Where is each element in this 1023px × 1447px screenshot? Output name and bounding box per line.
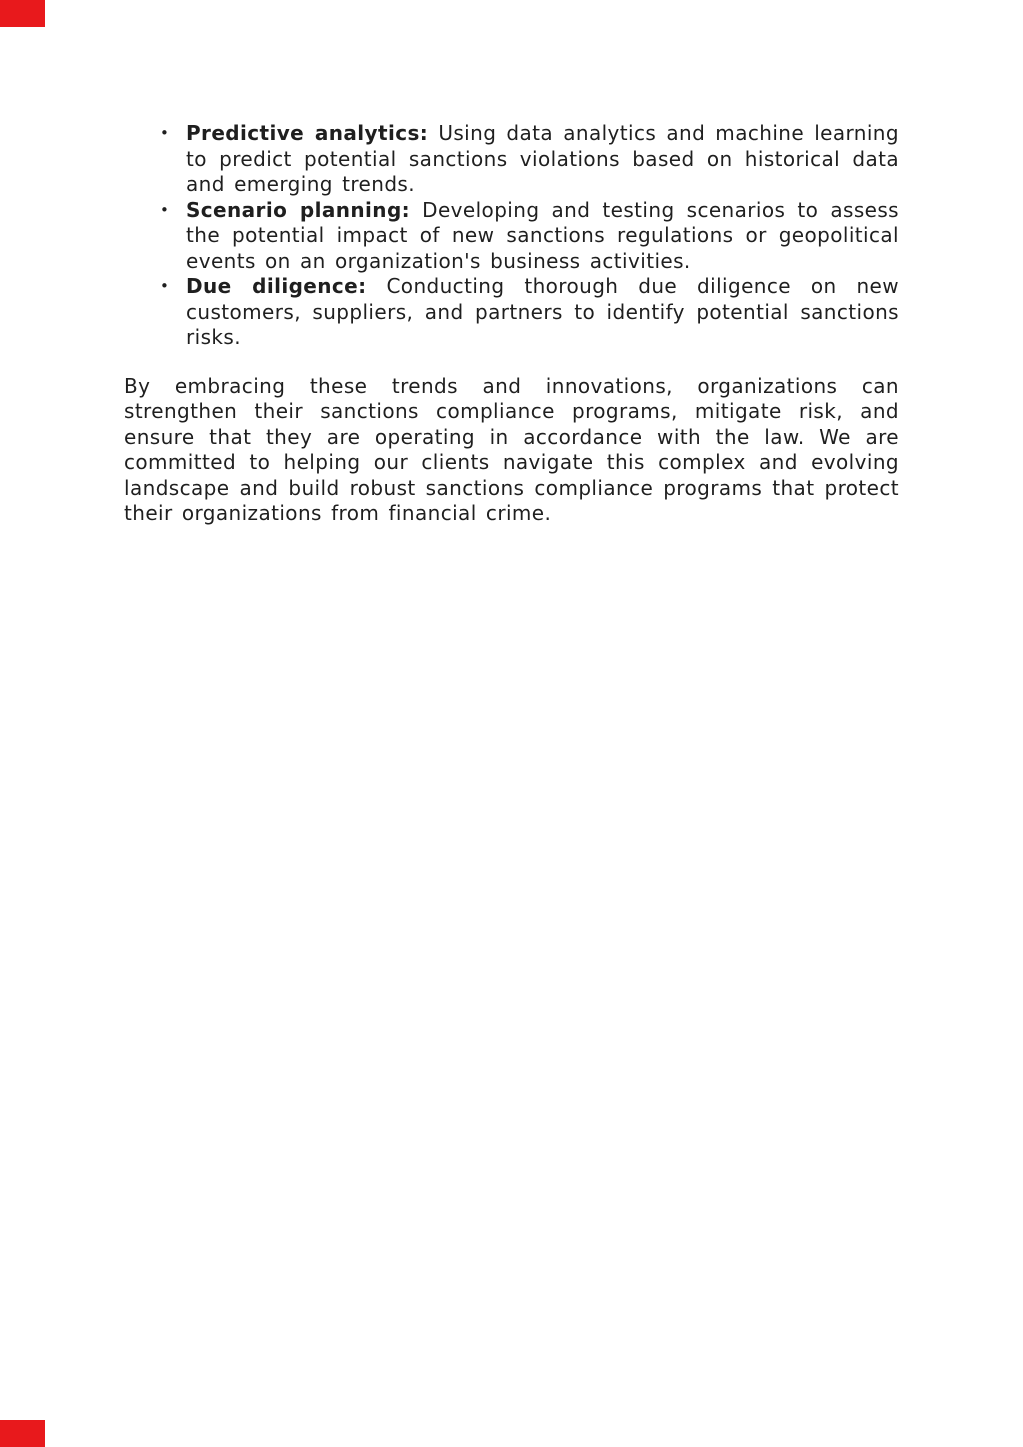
bullet-label: Due diligence: [186,274,367,298]
bullet-label: Predictive analytics: [186,121,429,145]
bullet-dot-icon: • [160,277,169,295]
bullet-text: Developing and testing scenarios to assess the potential impact of new sanctions regulations or geopolitical events on an organization's business activities. [186,197,900,273]
bullet-item-predictive-analytics [124,121,899,198]
bullet-text: Conducting thorough due diligence on new customers, suppliers, and partners to identify potential sanctions risks. [186,274,900,349]
bullet-dot-icon: • [160,200,169,219]
bullet-item-due-diligence [124,274,899,351]
bullet-list [124,121,899,351]
bullet-text: Using data analytics and machine learning to predict potential sanctions violations based on historical data and emerging trends. [186,121,899,196]
closing-paragraph: By embracing these trends and innovations, organizations can strengthen their sanctions compliance programs, mitigate risk, and ensure that they are operating in accordance with the law. We are committed to helping our clients navigate this complex and evolving landscape and build robust sanctions compliance programs that protect their organizations from financial crime. [124,373,899,525]
red-corner-mark-bottom-left [0,1420,45,1447]
red-corner-mark-top-left [0,0,45,27]
bullet-dot-icon: • [160,124,169,142]
bullet-label: Scenario planning: [186,197,411,222]
page-content [124,121,899,527]
bullet-item-scenario-planning [124,198,899,275]
